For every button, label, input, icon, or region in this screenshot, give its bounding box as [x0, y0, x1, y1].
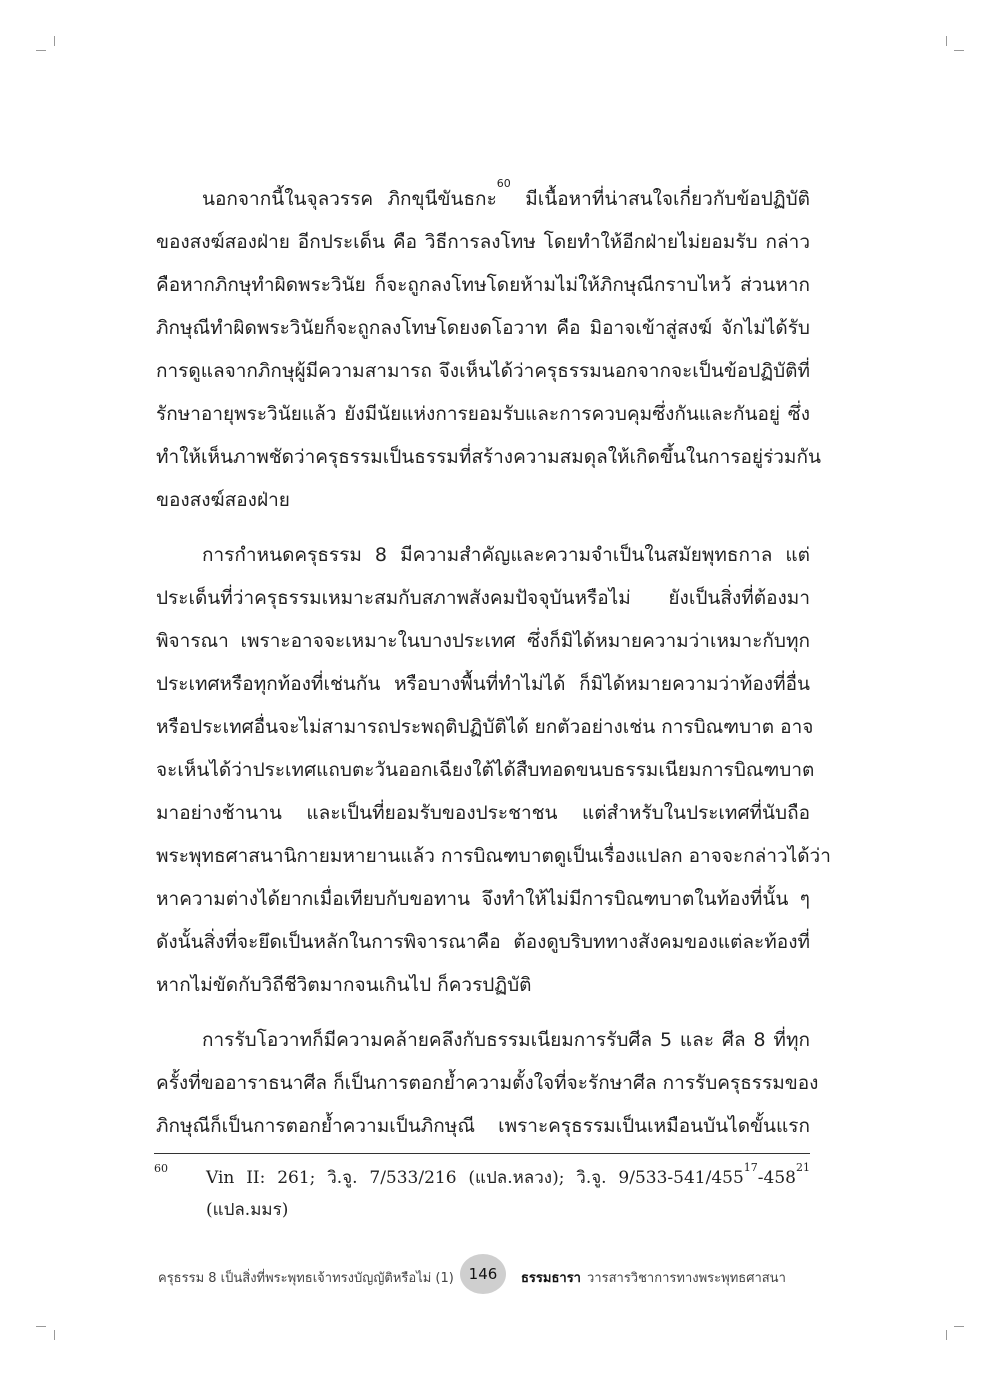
- crop-mark-bottom-right-h: [954, 1326, 964, 1327]
- text-line: ดังนั้นสิ่งที่จะยึดเป็นหลักในการพิจารณาคือ ต้องดูบริบททางสังคมของแต่ละท้องที่: [156, 931, 810, 953]
- text-segment: มีเนื้อหาที่น่าสนใจเกี่ยวกับข้อปฏิบัติ: [510, 188, 811, 210]
- text-line: ของสงฆ์สองฝ่าย: [156, 489, 290, 511]
- page-number-badge: 146: [460, 1254, 506, 1294]
- crop-mark-top-left-h: [36, 50, 46, 51]
- text-line: ประเด็นที่ว่าครุธรรมเหมาะสมกับสภาพสังคมปัจจุบันหรือไม่ ยังเป็นสิ่งที่ต้องมา: [156, 587, 810, 609]
- paragraph-3: [156, 1019, 819, 1148]
- text-line: ภิกษุณีทำผิดพระวินัยก็จะถูกลงโทษโดยงดโอวาท คือ มิอาจเข้าสู่สงฆ์ จักไม่ได้รับ: [156, 317, 810, 339]
- footnote-divider: [154, 1153, 810, 1154]
- footnote-segment: Vin II: 261; วิ.จู. 7/533/216 (แปล.หลวง); วิ.จู. 9/533-541/455: [206, 1168, 744, 1188]
- text-line: จะเห็นได้ว่าประเทศแถบตะวันออกเฉียงใต้ได้สืบทอดขนบธรรมเนียมการบิณฑบาต: [156, 759, 815, 781]
- body-text: [156, 177, 831, 1160]
- footnote: [154, 1162, 810, 1226]
- text-line: หากไม่ขัดกับวิถีชีวิตมากจนเกินไป ก็ควรปฏิบัติ: [156, 974, 532, 996]
- text-line: รักษาอายุพระวินัยแล้ว ยังมีนัยแห่งการยอมรับและการควบคุมซึ่งกันและกันอยู่ ซึ่ง: [156, 403, 810, 425]
- text-line: หาความต่างได้ยากเมื่อเทียบกับขอทาน จึงทำให้ไม่มีการบิณฑบาตในท้องที่นั้น ๆ: [156, 888, 810, 910]
- text-line: ประเทศหรือทุกท้องที่เช่นกัน หรือบางพื้นที่ทำไม่ได้ ก็มิได้หมายความว่าท้องที่อื่น: [156, 673, 810, 695]
- text-line: คือหากภิกษุทำผิดพระวินัย ก็จะถูกลงโทษโดยห้ามไม่ให้ภิกษุณีกราบไหว้ ส่วนหาก: [156, 274, 810, 296]
- text-line: การกำหนดครุธรรม 8 มีความสำคัญและความจำเป็นในสมัยพุทธกาล แต่: [202, 544, 810, 566]
- text-line: ครั้งที่ขออาราธนาศีล ก็เป็นการตอกย้ำความตั้งใจที่จะรักษาศีล การรับครุธรรมของ: [156, 1072, 819, 1094]
- text-line: พิจารณา เพราะอาจจะเหมาะในบางประเทศ ซึ่งก็มิได้หมายความว่าเหมาะกับทุก: [156, 630, 810, 652]
- crop-mark-top-right-h: [954, 50, 964, 51]
- footnote-segment: -458: [757, 1168, 796, 1188]
- journal-info: [521, 1267, 786, 1288]
- text-line: หรือประเทศอื่นจะไม่สามารถประพฤติปฏิบัติได้ ยกตัวอย่างเช่น การบิณฑบาต อาจ: [156, 716, 814, 738]
- footnote-superscript: 21: [796, 1161, 810, 1174]
- text-segment: นอกจากนี้ในจุลวรรค ภิกขุนีขันธกะ: [202, 188, 497, 210]
- text-line: พระพุทธศาสนานิกายมหายานแล้ว การบิณฑบาตดูเป็นเรื่องแปลก อาจจะกล่าวได้ว่า: [156, 845, 831, 867]
- text-line: [156, 178, 810, 221]
- footnote-marker: 60: [154, 1162, 168, 1175]
- footnote-line: [206, 1162, 810, 1194]
- footnote-superscript: 17: [743, 1161, 758, 1174]
- footnote-text: [206, 1162, 810, 1226]
- journal-subtitle: วารสารวิชาการทางพระพุทธศาสนา: [587, 1271, 786, 1286]
- text-line: การรับโอวาทก็มีความคล้ายคลึงกับธรรมเนียมการรับศีล 5 และ ศีล 8 ที่ทุก: [202, 1029, 810, 1051]
- crop-mark-bottom-right-v: [946, 1330, 947, 1340]
- journal-name: ธรรมธารา: [521, 1271, 581, 1286]
- crop-mark-top-left-v: [54, 36, 55, 46]
- page-footer: [154, 1254, 814, 1298]
- text-line: ของสงฆ์สองฝ่าย อีกประเด็น คือ วิธีการลงโทษ โดยทำให้อีกฝ่ายไม่ยอมรับ กล่าว: [156, 231, 810, 253]
- crop-mark-bottom-left-h: [36, 1326, 46, 1327]
- running-title: ครุธรรม 8 เป็นสิ่งที่พระพุทธเจ้าทรงบัญญัติหรือไม่ (1): [158, 1271, 454, 1286]
- text-line: ทำให้เห็นภาพชัดว่าครุธรรมเป็นธรรมที่สร้างความสมดุลให้เกิดขึ้นในการอยู่ร่วมกัน: [156, 446, 821, 468]
- footnote-reference[interactable]: 60: [496, 177, 511, 190]
- footnote-line: (แปล.มมร): [206, 1200, 289, 1220]
- text-line: ภิกษุณีก็เป็นการตอกย้ำความเป็นภิกษุณี เพราะครุธรรมเป็นเหมือนบันไดขั้นแรก: [156, 1115, 810, 1137]
- crop-mark-top-right-v: [946, 36, 947, 46]
- paragraph-1: [156, 177, 821, 522]
- text-line: มาอย่างช้านาน และเป็นที่ยอมรับของประชาชน แต่สำหรับในประเทศที่นับถือ: [156, 802, 810, 824]
- crop-mark-bottom-left-v: [54, 1330, 55, 1340]
- text-line: การดูแลจากภิกษุผู้มีความสามารถ จึงเห็นได้ว่าครุธรรมนอกจากจะเป็นข้อปฏิบัติที่: [156, 360, 810, 382]
- paragraph-2: [156, 534, 831, 1007]
